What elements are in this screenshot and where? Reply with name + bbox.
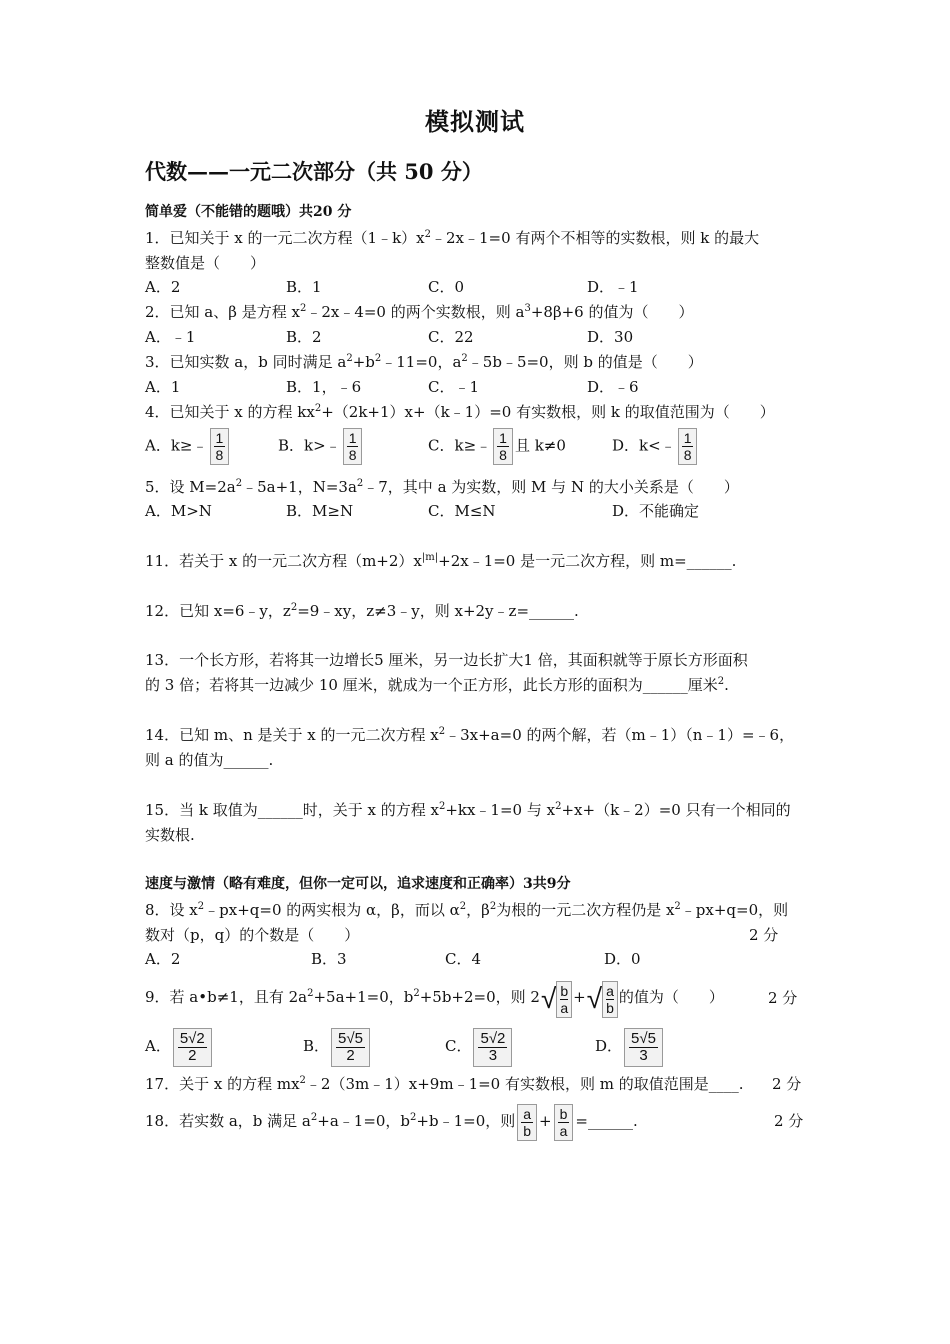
question-5: 5．设 $M=2a^2﹣5a+1$，$N=3a^2﹣7$，其中 a 为实数，则 M 与 N 的大小关系是（ ） <box>145 478 739 496</box>
question-8-line2: 数对（p，q）的个数是（ ） <box>145 926 360 944</box>
q18-score: 2 分 <box>774 1112 804 1130</box>
q9-score: 2 分 <box>768 989 798 1007</box>
question-11: 11．若关于 x 的一元二次方程$(m+2)x^{|m|}+2x﹣1=0$ 是一元二次方程，则 m=______. <box>145 552 737 570</box>
q4-option-b[interactable]: B．k>﹣ $\frac{1}{8}$ <box>278 428 364 465</box>
q8-option-b[interactable]: B．3 <box>311 950 347 968</box>
q3-option-b[interactable]: B．1，﹣6 <box>286 378 362 396</box>
q9-option-b[interactable]: B． $\frac{5√5}{2}$ <box>303 1022 372 1070</box>
q1-option-b[interactable]: B．1 <box>286 278 322 296</box>
question-9: 9．若 a•b≠1，且有 $2a^2+5a+1=0$，$b^2+5b+2=0$，则 2√ $\frac{b}{a}+√$ $\frac{a}{b}$的值为（ ） <box>145 972 810 1022</box>
q3-option-a[interactable]: A．1 <box>145 378 181 396</box>
q4-option-c[interactable]: C．k≥﹣ $\frac{1}{8}$ 且 k≠0 <box>428 430 566 463</box>
page-title: 模拟测试 <box>425 107 525 136</box>
question-3: 3．已知实数 a，b 同时满足 $a^2+b^2﹣11=0$，$a^2﹣5b﹣5=0$，则 b 的值是（ ） <box>145 353 703 371</box>
q5-option-b[interactable]: B．M≥N <box>286 502 354 520</box>
q3-option-c[interactable]: C．﹣1 <box>428 378 480 396</box>
question-1-line2: 整数值是（ ） <box>145 254 266 272</box>
question-13: 13．一个长方形，若将其一边增长5 厘米，另一边长扩大1 倍，其面积就等于原长方形面积 <box>145 651 748 669</box>
q4-option-a[interactable]: A．k≥﹣ $\frac{1}{8}$ <box>145 428 231 465</box>
q3-option-d[interactable]: D．﹣6 <box>587 378 639 396</box>
radical-fraction: $\frac{5√5}{3}$ <box>624 1028 663 1067</box>
q5-option-a[interactable]: A．M>N <box>145 502 212 520</box>
question-17: 17．关于 x 的方程 $mx^2﹣2(3m﹣1)x+9m﹣1=0$ 有实数根，则 m 的取值范围是____. <box>145 1075 744 1093</box>
question-1: 1．已知关于 x 的一元二次方程$(1﹣k)x^2﹣2x﹣1=0$ 有两个不相等的实数根，则 k 的最大 <box>145 229 760 247</box>
section-heading-2: 速度与激情（略有难度，但你一定可以，追求速度和正确率）3共9分 <box>145 876 571 892</box>
question-15-line2: 实数根. <box>145 826 195 844</box>
q8-option-a[interactable]: A．2 <box>145 950 181 968</box>
question-14: 14．已知 m、n 是关于 x 的一元二次方程 $x^2﹣3x+a=0$ 的两个解，若（m﹣1）（n﹣1）=﹣6， <box>145 726 795 744</box>
one-eighth-fraction: $\frac{1}{8}$ <box>493 428 513 465</box>
q8-option-d[interactable]: D．0 <box>604 950 641 968</box>
sqrt-a-over-b: √ $\frac{a}{b}$ <box>587 973 618 1023</box>
one-eighth-fraction: $\frac{1}{8}$ <box>210 428 230 465</box>
q5-option-c[interactable]: C．M≤N <box>428 502 496 520</box>
q4-option-d[interactable]: D．k<﹣ $\frac{1}{8}$ <box>612 428 699 465</box>
q5-option-d[interactable]: D．不能确定 <box>612 502 700 520</box>
section-heading-1: 简单爱（不能错的题哦）共20 分 <box>145 204 352 220</box>
one-eighth-fraction: $\frac{1}{8}$ <box>343 428 363 465</box>
question-18: 18．若实数 a，b 满足 $a^2+a﹣1=0$，$b^2+b﹣1=0$，则 $\frac{a}{b}$ + $\frac{b}{a}$ =______. <box>145 1105 638 1139</box>
q2-option-d[interactable]: D．30 <box>587 328 634 346</box>
radical-fraction: $\frac{5√2}{2}$ <box>173 1028 212 1067</box>
question-15: 15．当 k 取值为______时，关于 x 的方程 $x^2+kx﹣1=0$ 与 $x^2+x+(k﹣2)=0$ 只有一个相同的 <box>145 801 791 819</box>
radical-fraction: $\frac{5√2}{3}$ <box>473 1028 512 1067</box>
q2-option-c[interactable]: C．22 <box>428 328 474 346</box>
b-over-a-fraction: $\frac{b}{a}$ <box>554 1104 574 1141</box>
q1-option-d[interactable]: D．﹣1 <box>587 278 639 296</box>
q1-option-c[interactable]: C．0 <box>428 278 465 296</box>
q2-option-b[interactable]: B．2 <box>286 328 322 346</box>
q9-option-c[interactable]: C． $\frac{5√2}{3}$ <box>445 1022 514 1070</box>
q9-option-a[interactable]: A． $\frac{5√2}{2}$ <box>145 1022 214 1070</box>
question-9-options <box>145 1022 810 1070</box>
q8-option-c[interactable]: C．4 <box>445 950 482 968</box>
question-13-line2: 的 3 倍；若将其一边减少 10 厘米，就成为一个正方形，此长方形的面积为______厘米$^2$. <box>145 676 729 694</box>
one-eighth-fraction: $\frac{1}{8}$ <box>678 428 698 465</box>
a-over-b-fraction: $\frac{a}{b}$ <box>517 1104 537 1141</box>
question-4-options <box>145 428 810 472</box>
sqrt-b-over-a: √ $\frac{b}{a}$ <box>541 973 572 1023</box>
q8-score: 2 分 <box>749 926 779 944</box>
question-4: 4．已知关于 x 的方程 $kx^2+(2k+1)x+(k﹣1)=0$ 有实数根，则 k 的取值范围为（ ） <box>145 403 775 421</box>
q2-option-a[interactable]: A．﹣1 <box>145 328 196 346</box>
question-12: 12．已知 x=6﹣y，$z^2=9﹣xy$，z≠3﹣y，则 x+2y﹣z=______. <box>145 602 579 620</box>
question-14-line2: 则 a 的值为______. <box>145 751 274 769</box>
q9-option-d[interactable]: D． $\frac{5√5}{3}$ <box>595 1022 665 1070</box>
radical-fraction: $\frac{5√5}{2}$ <box>331 1028 370 1067</box>
question-8: 8．设 $x^2﹣px+q=0$ 的两实根为 α，β，而以 $\alpha^2$，$\beta^2$为根的一元二次方程仍是 $x^2﹣px+q=0$，则 <box>145 901 789 919</box>
question-2: 2．已知 a、β 是方程 $x^2﹣2x﹣4=0$ 的两个实数根，则 $a^3+8\beta+6$ 的值为（ ） <box>145 303 694 321</box>
q17-score: 2 分 <box>772 1075 802 1093</box>
q1-option-a[interactable]: A．2 <box>145 278 181 296</box>
part-title: 代数——一元二次部分（共 50 分） <box>145 159 483 184</box>
